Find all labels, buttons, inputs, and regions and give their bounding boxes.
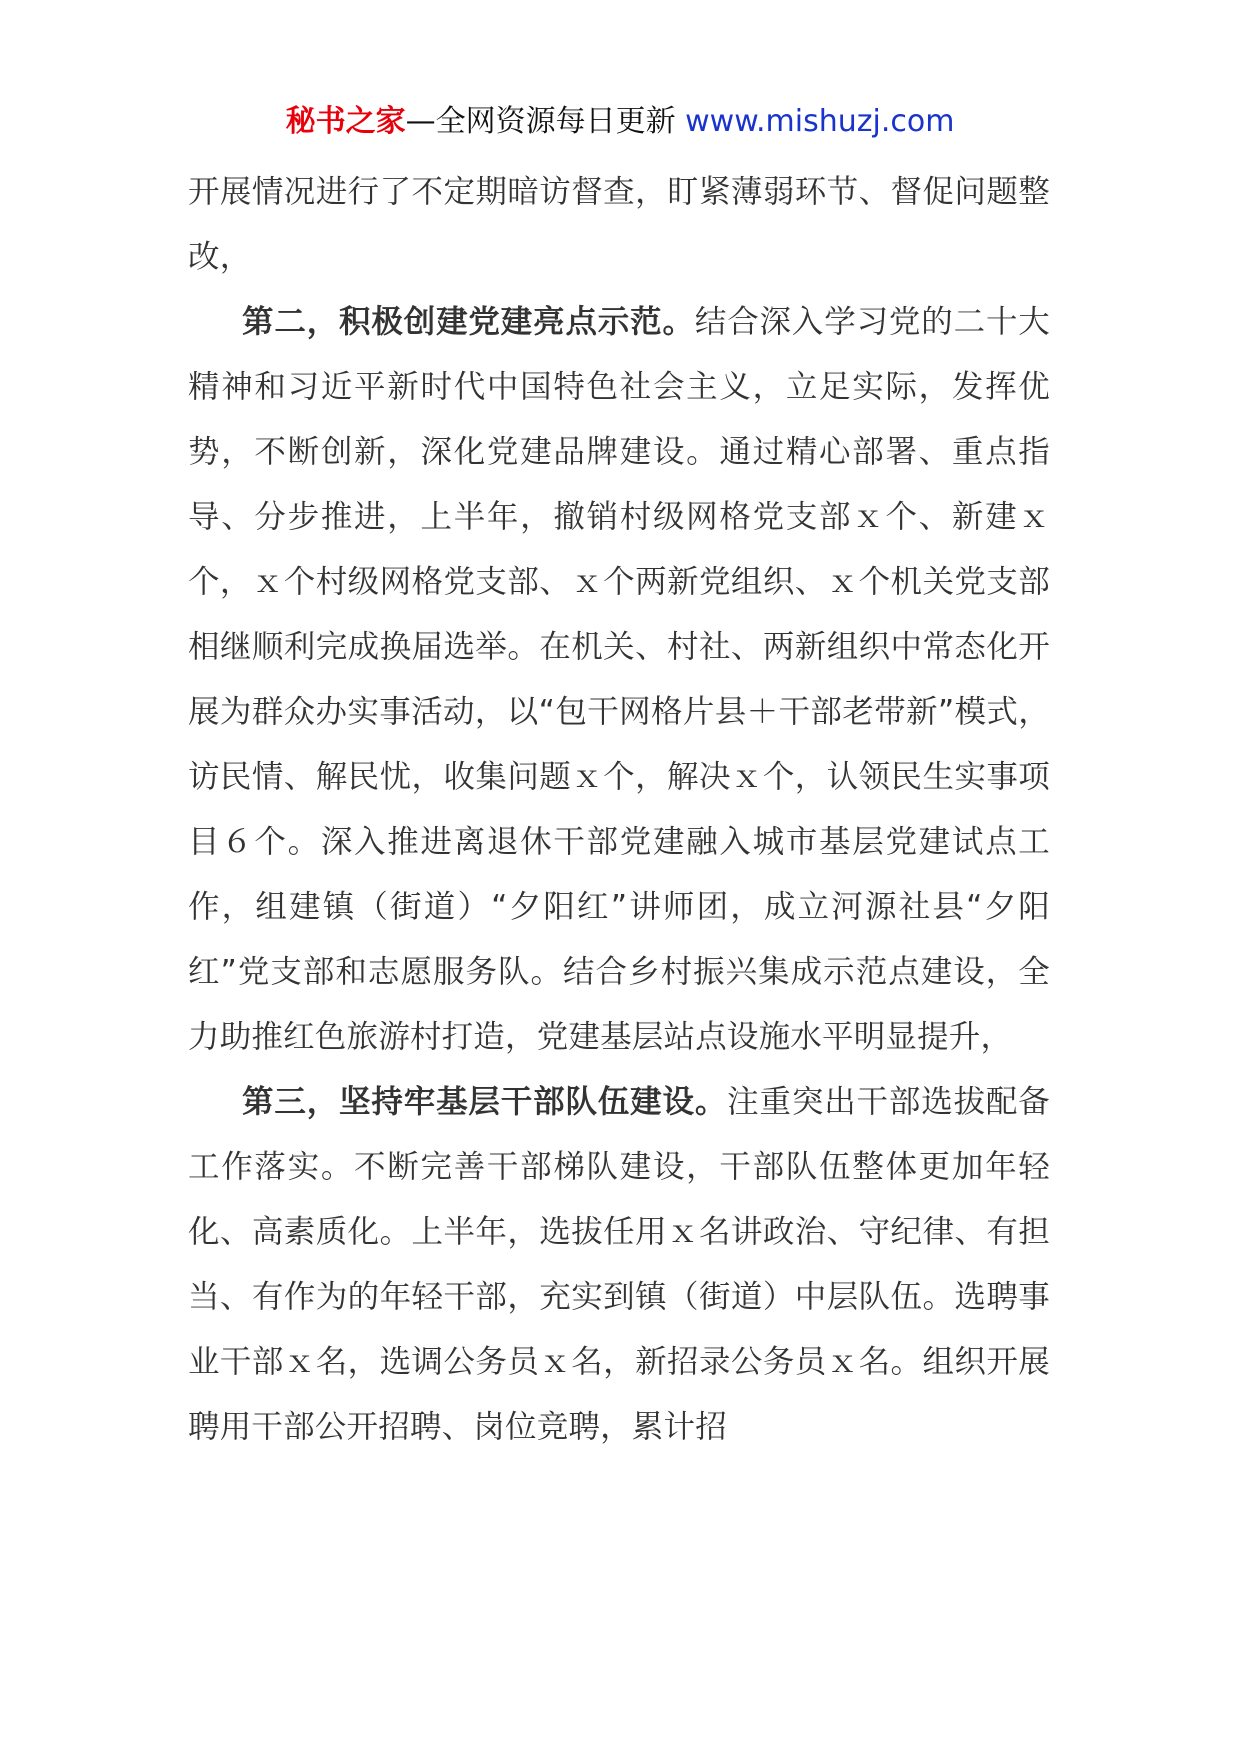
paragraph-3 [188,1070,1050,1460]
header-url-link[interactable]: www.mishuzj.com [685,104,955,139]
paragraph-2-heading: 第二，积极创建党建亮点示范。 [242,304,695,340]
paragraph-1 [188,160,1050,290]
page-header [0,102,1240,142]
paragraph-2-text: 结合深入学习党的二十大精神和习近平新时代中国特色社会主义，立足实际，发挥优势，不断创新，深化党建品牌建设。通过精心部署、重点指导、分步推进，上半年，撤销村级网格党支部ｘ个、新建ｘ个，ｘ个村级网格党支部、ｘ个两新党组织、ｘ个机关党支部相继顺利完成换届选举。在机关、村社、两新组织中常态化开展为群众办实事活动，以“包干网格片县＋干部老带新”模式，访民情、解民忧，收集问题ｘ个，解决ｘ个，认领民生实事项目６个。深入推进离退休干部党建融入城市基层党建试点工作，组建镇（街道）“夕阳红”讲师团，成立河源社县“夕阳红”党支部和志愿服务队。结合乡村振兴集成示范点建设，全力助推红色旅游村打造，党建基层站点设施水平明显提升， [188,304,1050,1055]
paragraph-3-text: 注重突出干部选拔配备工作落实。不断完善干部梯队建设，干部队伍整体更加年轻化、高素质化。上半年，选拔任用ｘ名讲政治、守纪律、有担当、有作为的年轻干部，充实到镇（街道）中层队伍。选聘事业干部ｘ名，选调公务员ｘ名，新招录公务员ｘ名。组织开展聘用干部公开招聘、岗位竞聘，累计招 [188,1084,1050,1445]
paragraph-3-heading: 第三，坚持牢基层干部队伍建设。 [242,1084,728,1120]
header-tagline: —全网资源每日更新 [405,104,676,139]
header-brand: 秘书之家 [285,104,406,139]
document-body [188,160,1050,1460]
paragraph-1-text: 开展情况进行了不定期暗访督查，盯紧薄弱环节、督促问题整改， [188,174,1050,275]
paragraph-2 [188,290,1050,1070]
